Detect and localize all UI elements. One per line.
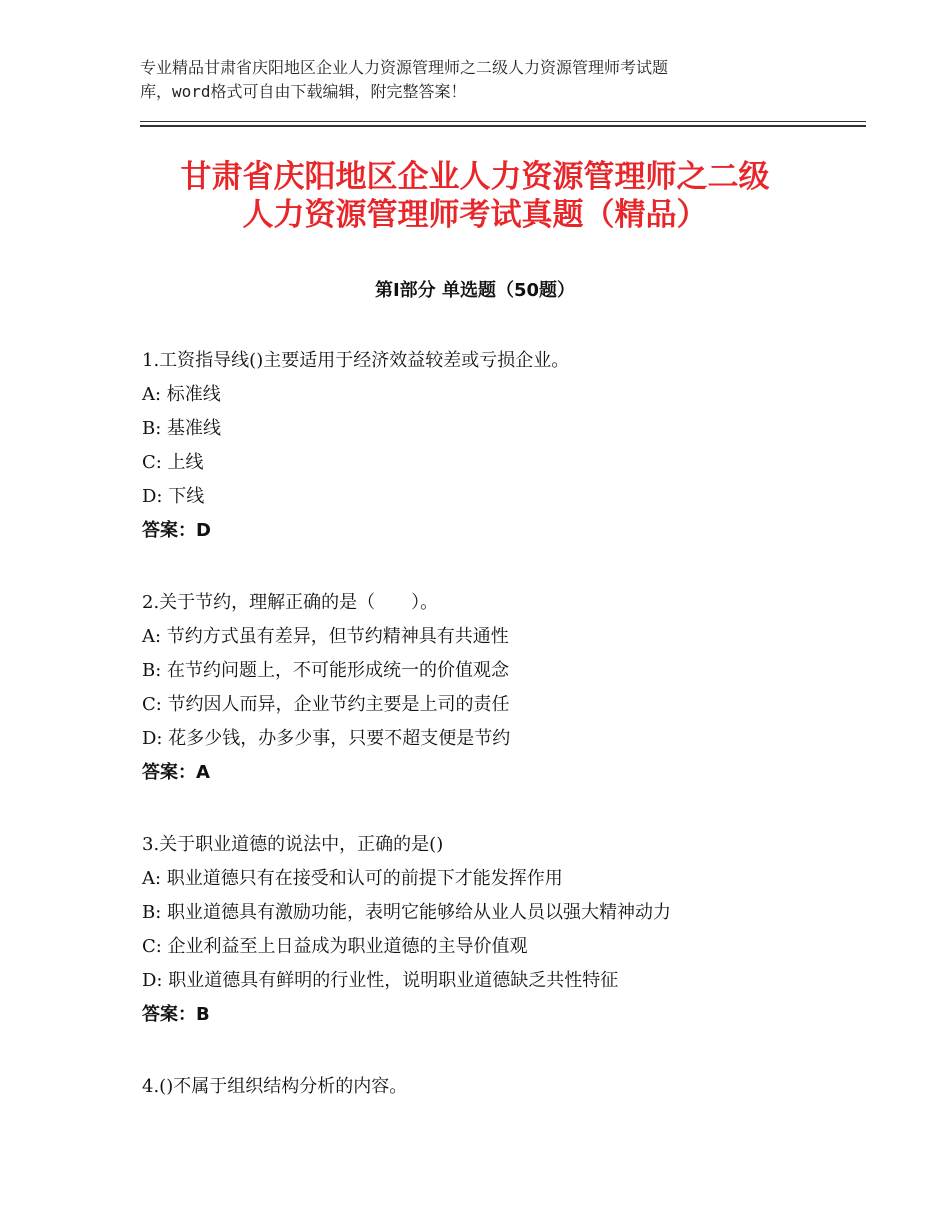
option-b: B: 基准线 (142, 418, 222, 439)
option-d: D: 花多少钱，办多少事，只要不超支便是节约 (142, 728, 511, 749)
answer: 答案：D (142, 520, 211, 541)
header-rule-thick (140, 125, 866, 127)
option-c: C: 节约因人而异，企业节约主要是上司的责任 (142, 694, 510, 715)
option-a: A: 标准线 (142, 384, 221, 405)
section-heading: 第Ⅰ部分 单选题（50题） (374, 280, 575, 301)
header-rule-thin (140, 121, 866, 122)
header-note-line-2: 库，word格式可自由下载编辑，附完整答案！ (140, 82, 467, 101)
title-line-1: 甘肃省庆阳地区企业人力资源管理师之二级 (180, 159, 770, 195)
title-line-2: 人力资源管理师考试真题（精品） (242, 197, 708, 233)
question-stem: 3.关于职业道德的说法中，正确的是() (142, 834, 444, 855)
answer: 答案：B (142, 1004, 210, 1025)
document-title (140, 158, 810, 234)
question-2 (142, 586, 842, 790)
question-1 (142, 344, 842, 548)
question-stem: 4.()不属于组织结构分析的内容。 (142, 1076, 408, 1097)
question-stem: 2.关于节约，理解正确的是（ ）。 (142, 592, 439, 613)
option-d: D: 下线 (142, 486, 205, 507)
answer: 答案：A (142, 762, 210, 783)
question-4 (142, 1070, 842, 1104)
option-b: B: 职业道德具有激励功能，表明它能够给从业人员以强大精神动力 (142, 902, 672, 923)
option-c: C: 企业利益至上日益成为职业道德的主导价值观 (142, 936, 528, 957)
option-d: D: 职业道德具有鲜明的行业性，说明职业道德缺乏共性特征 (142, 970, 619, 991)
question-stem: 1.工资指导线()主要适用于经济效益较差或亏损企业。 (142, 350, 570, 371)
option-a: A: 职业道德只有在接受和认可的前提下才能发挥作用 (142, 868, 563, 889)
option-a: A: 节约方式虽有差异，但节约精神具有共通性 (142, 626, 509, 647)
option-c: C: 上线 (142, 452, 204, 473)
option-b: B: 在节约问题上，不可能形成统一的价值观念 (142, 660, 510, 681)
question-list (142, 344, 842, 1142)
header-note-line-1: 专业精品甘肃省庆阳地区企业人力资源管理师之二级人力资源管理师考试题 (140, 58, 669, 77)
question-3 (142, 828, 842, 1032)
header-note (140, 56, 800, 104)
